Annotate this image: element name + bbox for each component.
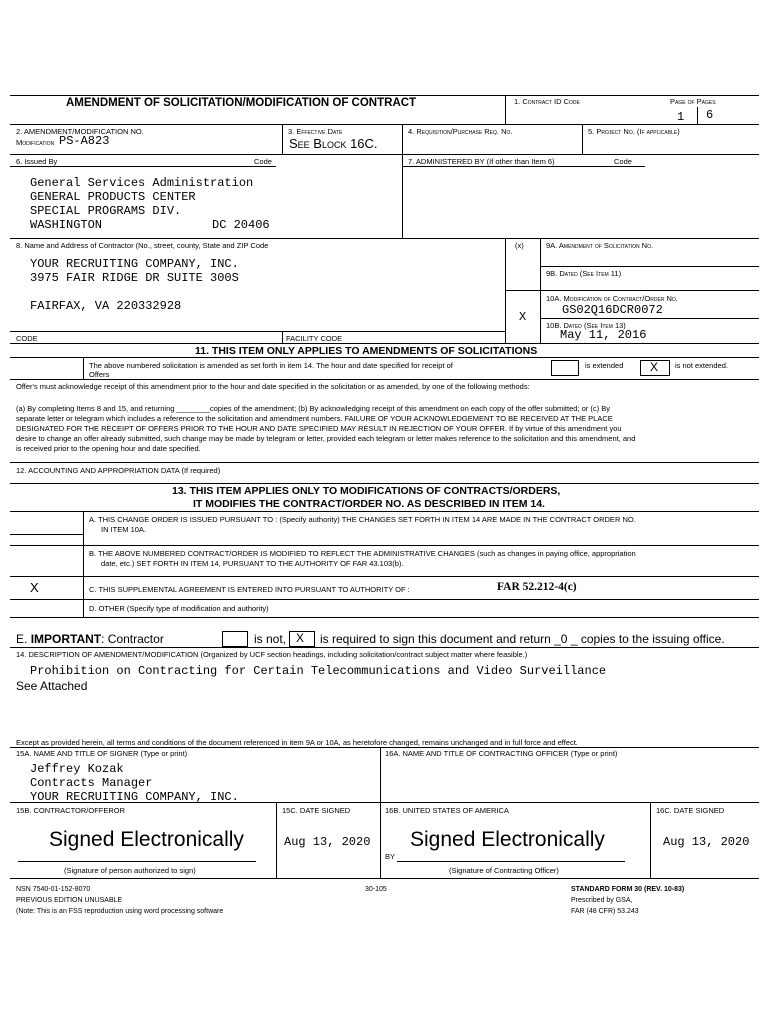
is-not-extended-label: is not extended. [675,361,728,370]
footer-far: FAR (48 CFR) 53.243 [571,908,639,915]
important-line [16,632,164,646]
sec11-para-4: desire to change an offer already submitted, such change may be made by telegram or letter, provided each telegram or letter makes reference to the solicitation and this amendment, and [16,434,636,443]
facility-code-label: FACILITY CODE [286,334,343,343]
sec11-line1: The above numbered solicitation is amended as set forth in item 14. The hour and date specified for receipt of [89,361,453,370]
is-extended-label: is extended [585,361,624,370]
modification-number: PS-A823 [59,134,110,148]
sec13-b-line2: date, etc.) SET FORTH IN ITEM 14, PURSUANT TO THE AUTHORITY OF FAR 43.103(b). [101,559,404,568]
10b-value: May 11, 2016 [560,328,647,342]
signer-company: YOUR RECRUITING COMPANY, INC. [30,790,239,804]
16b-by: BY [385,852,396,861]
sec13-c-label: C. THIS SUPPLEMENTAL AGREEMENT IS ENTERED INTO PURSUANT TO AUTHORITY OF : [89,585,410,594]
accounting-label: 12. ACCOUNTING AND APPROPRIATION DATA (If required) [16,466,221,475]
15c-date: Aug 13, 2020 [284,835,371,849]
contractor-signature: Signed Electronically [49,828,244,851]
page-number: 1 [677,110,685,124]
is-required-mark: X [296,631,305,645]
sec11-para-1: (a) By completing Items 8 and 15, and returning ________copies of the amendment; (b) By acknowledging receipt of this amendment on each copy of the offer submitted; or (c) By [16,404,610,413]
footer-previous: PREVIOUS EDITION UNUSABLE [16,897,123,904]
description-line-2: See Attached [16,679,88,693]
signer-name: Jeffrey Kozak [30,762,124,776]
10a-label: 10A. Modification of Contract/Order No. [546,294,678,303]
sec11-para-5: is received prior to the opening hour and date specified. [16,444,201,453]
footer-nsn: NSN 7540-01-152-8070 [16,886,91,893]
footer-gsa: Prescribed by GSA, [571,897,633,904]
requisition-label: 4. Requisition/Purchase Req. No. [408,127,513,136]
section-11-title: 11. THIS ITEM ONLY APPLIES TO AMENDMENTS OF SOLICITATIONS [195,345,538,357]
9b-label: 9B. Dated (See Item 11) [546,269,622,278]
contractor-city-line: FAIRFAX, VA 220332928 [30,299,182,313]
sec11-receipt-checkbox[interactable] [551,360,579,376]
footer-sf30: STANDARD FORM 30 (REV. 10-83) [571,886,685,893]
except-statement: Except as provided herein, all terms and conditions of the document referenced in item 9A or 10A, as heretofore changed, remains unchanged and in full force and effect. [16,738,578,747]
page-total: 6 [706,108,714,122]
issuer-city: WASHINGTON [30,218,103,232]
is-not-checkbox[interactable] [222,631,248,647]
sec11-line1b: Offers [89,370,110,379]
contractor-line-1: YOUR RECRUITING COMPANY, INC. [30,257,239,271]
modification-label: Modification [16,138,55,147]
sec11-para-2: separate letter or telegram which includes a reference to the solicitation and amendment numbers. FAILURE OF YOUR ACKNOWLEDGEMENT TO BE RECEIVED AT THE PLACE [16,414,613,423]
signer-title: Contracts Manager [30,776,153,790]
form-title: AMENDMENT OF SOLICITATION/MODIFICATION OF CONTRACT [66,97,417,109]
10a-value: GS02Q16DCR0072 [562,303,663,317]
sec11-para-3: DESIGNATED FOR THE RECEIPT OF OFFERS PRIOR TO THE HOUR AND DATE SPECIFIED MAY RESULT IN REJECTION OF YOUR OFFER. If by virtue of this amendment you [16,424,622,433]
16c-label: 16C. DATE SIGNED [656,806,725,815]
sec13-b-line1: B. THE ABOVE NUMBERED CONTRACT/ORDER IS MODIFIED TO REFLECT THE ADMINISTRATIVE CHANGES (such as changes in paying office, appropriation [89,549,636,558]
description-line-1: Prohibition on Contracting for Certain Telecommunications and Video Surveillance [30,664,607,678]
important-contractor: : Contractor [101,632,164,646]
16a-label: 16A. NAME AND TITLE OF CONTRACTING OFFICER (Type or print) [385,749,618,758]
description-label: 14. DESCRIPTION OF AMENDMENT/MODIFICATION (Organized by UCF section headings, including solicitation/contract subject matter where feasible.) [16,650,528,659]
issuer-line-3: SPECIAL PROGRAMS DIV. [30,204,182,218]
footer-note: (Note: This is an FSS reproduction using word processing software [16,908,224,915]
issued-by-code-label: Code [254,157,272,166]
sec13-a-line2: IN ITEM 10A. [101,525,147,534]
15b-label: 15B. CONTRACTOR/OFFEROR [16,806,126,815]
sec13-a-line1: A. THIS CHANGE ORDER IS ISSUED PURSUANT TO : (Specify authority) THE CHANGES SET FORTH IN ITEM 14 ARE MADE IN THE CONTRACT ORDER NO. [89,515,636,524]
effective-date-value: See Block 16C. [289,136,378,151]
sec11-mark: X [650,360,659,374]
important-prefix: E. [16,632,28,646]
is-not-label: is not, [254,632,287,646]
section-13-title-2: IT MODIFIES THE CONTRACT/ORDER NO. AS DESCRIBED IN ITEM 14. [193,498,545,510]
16b-label: 16B. UNITED STATES OF AMERICA [385,806,509,815]
sec13-c-authority: FAR 52.212-4(c) [497,581,577,593]
officer-signature: Signed Electronically [410,828,605,851]
9a-label: 9A. Amendment of Solicitation No. [546,241,654,250]
sec11-line2: Offer's must acknowledge receipt of this amendment prior to the hour and date specified in the solicitation or as amended, by one of the following methods: [16,382,530,391]
contractor-address-label: 8. Name and Address of Contractor (No., street, county, State and ZIP Code [16,241,269,250]
16b-caption: (Signature of Contracting Officer) [449,866,559,875]
footer-center: 30-105 [365,886,387,893]
important-rest: is required to sign this document and return _0 _ copies to the issuing office. [320,632,725,646]
15b-caption: (Signature of person authorized to sign) [64,866,196,875]
16c-date: Aug 13, 2020 [663,835,750,849]
x-column-label: (x) [515,241,524,250]
administered-by-label: 7. ADMINISTERED BY (If other than Item 6) [408,157,555,166]
10b-label: 10B. Dated (See Item 13) [546,321,626,330]
issuer-state-zip: DC 20406 [212,218,270,232]
sec13-c-mark: X [30,580,39,595]
contract-id-code-label: 1. Contract ID Code [514,97,580,106]
issued-by-label: 6. Issued By [16,157,58,166]
sec13-d-label: D. OTHER (Specify type of modification and authority) [89,604,269,613]
15c-label: 15C. DATE SIGNED [282,806,351,815]
amendment-no-label: 2. AMENDMENT/MODIFICATION NO. [16,127,144,136]
contractor-line-2: 3975 FAIR RIDGE DR SUITE 300S [30,271,239,285]
section-13-title-1: 13. THIS ITEM APPLIES ONLY TO MODIFICATIONS OF CONTRACTS/ORDERS, [172,485,561,497]
effective-date-label: 3. Effective Date [288,127,343,136]
important-word: IMPORTANT [30,632,102,646]
issuer-line-1: General Services Administration [30,176,254,190]
issuer-line-2: GENERAL PRODUCTS CENTER [30,190,196,204]
project-no-label: 5. Project No. (If applicable) [588,127,680,136]
10-mark: X [519,310,527,324]
code-label: CODE [16,334,38,343]
administered-by-code-label: Code [614,157,632,166]
page-of-pages-label: Page of Pages [670,97,716,106]
15a-label: 15A. NAME AND TITLE OF SIGNER (Type or print) [16,749,188,758]
